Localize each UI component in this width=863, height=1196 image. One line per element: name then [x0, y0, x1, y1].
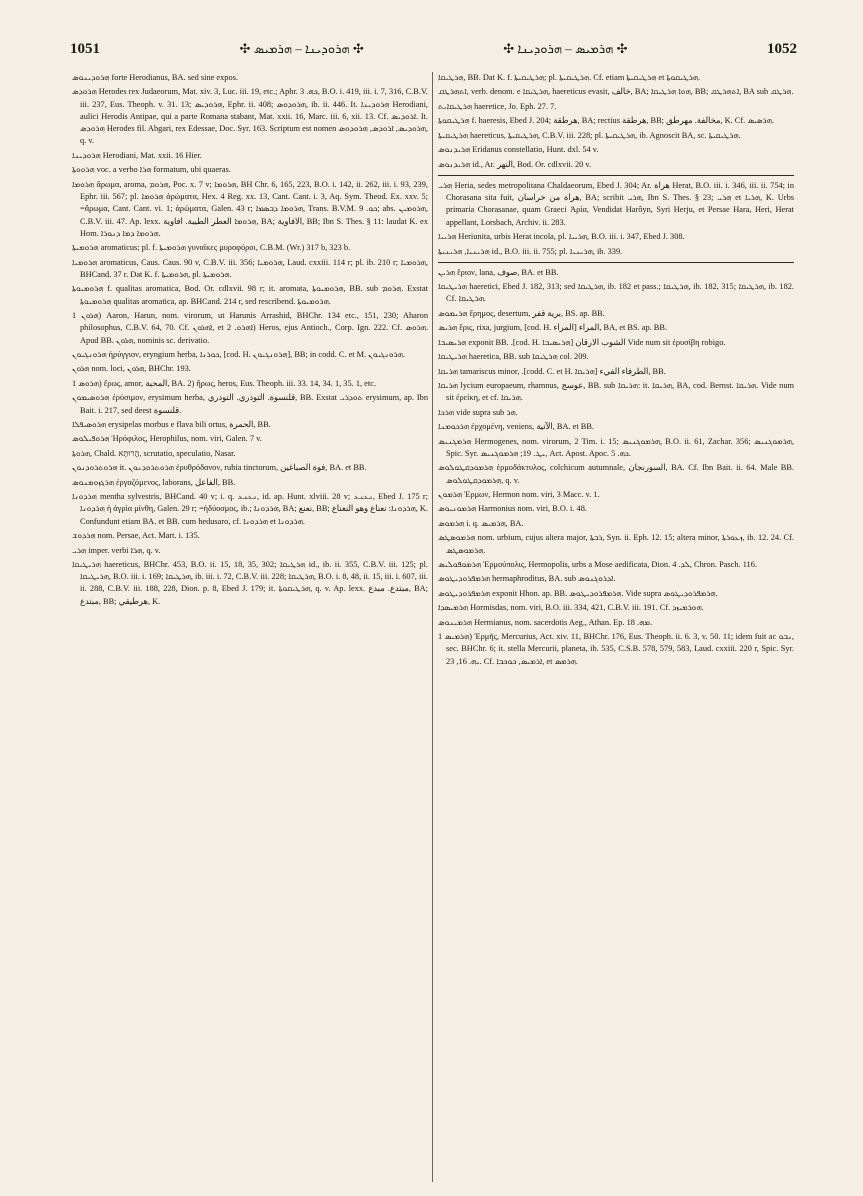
- dictionary-entry: ܗܪܘܣ 1) ἔρως, amor, المحبة, BA. 2) ἥρως, heros, Eus. Theoph. iii. 33. 14, 34. 1, 35. 1, etc.: [72, 378, 376, 388]
- dictionary-entry: ܗܪܘܬܪܘܕܢܘܢ it. ܗܪܘܬܪܘܕܢܘܢ ἐρυθρόδανον, rubia tinctorum, فوة الصباغين, BA. et BB.: [72, 463, 367, 473]
- right-page-number: 1052: [767, 40, 797, 57]
- dictionary-entry: ܗܪܝ Heria, sedes metropolitana Chaldaeorum, Ebed J. 304; Ar. هراة Herat, B.O. iii. i. 346, iii. ii. 754; in Chorasana sita fuit, هراة من خراسان, BA; scribit ܗܪܝ, Ibn S. Thes. § 23; ܗܪܝ et ܗܪܝܐ, K. Urbs primaria Chorasanae, quam Graeci Ἀρία, Vendidat Harôyn, Syri Herju, et Persae Hara, Heri, Herat appellant, Lorsbach, Archiv. ii. 283.: [438, 180, 794, 227]
- dictionary-entry: ܗܪܝܛܝܩܐ haereticus, BHChr. 453, B.O. ii. 15, 18, 35, 302; ܗܪܛܝܩܐ id., ib. ii. 355, C.B.V. iii. 125; pl. ܗܪܝܛܝܩܐ, B.O. iii. i. 169; ܗܪܛܝܩܐ, ib. iii. i. 72, C.B.V. iii. 228; ܗܪܛܝܩܐ, B.O. i. 8, 48, ii. 15, iii. i. 607, iii. ii. 288, C.B.V. iii. 188, 228, Dion. p. 8, Ebed J. 179; it. ܗܪܛܝܩܘܬܐ, q. v. Ap. lexx. مبتدع. مبدع, BA; مبتدع, BB; هرطيقي, K.: [72, 559, 428, 606]
- dictionary-entry: ܗܪܘܡܝܬܐ aromaticus; pl. f. ܗܪܘܡܝܬܐ γυναῖκες μυροφόροι, C.B.M. (Wr.) 317 b, 323 b.: [72, 243, 351, 253]
- dictionary-entry: ܗܪܘܡܝܐ aromaticus, Caus. Caus. 90 v, C.B.V. iii. 356; ܗܪܘܡܝܐ, Laud. cxxiii. 114 r; pl. ib. 210 r; ܗܪܘܡܝܐ, BHCand. 37 r. Dat K. f. ܗܪܘܡܝܬܐ, pl. ܗܪܘܡܝܬܐ.: [72, 257, 428, 279]
- left-column: [72, 72, 428, 610]
- dictionary-entry: ܗܪܝܩܐ lycium europaeum, rhamnus, عوسج, BB. sub ܗܪܝܩܐ: it. ܗܪܝܩܐ, BA, cod. Bernst. ܗܪܝܩܐ. Vide num sit ἐρείκη, et cf. ܗܪܝܩܐ.: [438, 381, 794, 403]
- dictionary-entry: ܗܪܟܘܡܢܐ ἐρχομένη, veniens, الآتية, BA. et BB.: [438, 422, 594, 432]
- dictionary-entry: ܗܪܝܣ ἔρις, rixa, jurgium, [cod. H. المراء] المراء, BA, et BS. ap. BB.: [438, 323, 668, 333]
- dictionary-entry: ܗܪܘܣܝܡܘܢ ἐρύσιμον, erysimum herba, قلنسوة. التوذري. التودري, BB. Exstat ܬܘܕܪܝ erysimum, ap. Ibn Bait. i. 217, sed deest قلنسوة.: [72, 393, 429, 415]
- section-rule: [438, 175, 794, 176]
- dictionary-entry: ܗܪܝܩܐ tamariscus minor, .[codd. C. et H. ܗܪܝܩܐ] الطرفاء الفيء, BB.: [438, 366, 666, 376]
- dictionary-entry: ܗܪܝܢܝܐ, ܗܪܝܢܝܬܐ id., B.O. iii. ii. 755; pl. ܗܪܝܢܝܐ, ib. 339.: [438, 246, 623, 256]
- section-rule: [438, 262, 794, 263]
- dictionary-entry: ܗܪܡܝܣ 1) Ἑρμῆς, Mercurius, Act. xiv. 11, BHChr. 176, Eus. Theoph. ii. 6. 3, v. 50. 11; idem fuit ac ܢܒܘ, sec. BHChr. 6; it. stella Mercurii, planeta, ib. 535, C.S.B. 578, 579, 583, Laud. cxxiii. 220 r, Spic. Syr. ܝܗ. 16, 23. Cf. ܐܪܡܝܣ, ܟܘܟܒܐ, et ܗܪܡܣ.: [438, 632, 794, 666]
- right-running-title: ✣ ܗܪܡܝܣ – ܗܪܘܕܝܢܐ ✣: [503, 41, 628, 56]
- right-column: [438, 72, 794, 670]
- dictionary-entry: ܗܪܛܝܩܘܬܐ f. haeresis, Ebed J. 204; هرطقة, BA; rectius هرطقة, BB; مخالفة. مهرطق, K. Cf. ܗܪܣܝܣ.: [438, 116, 774, 126]
- dictionary-entry: ܗܪܡܦܪܘܕܝܛܘܣ hermaphroditus, BA. sub ܐܕܪܘܓܢܘܣ.: [438, 574, 616, 584]
- dictionary-entry: ܗܪܝܕܢܘܣ Eridanus constellatio, Hunt. dxl. 54 v.: [438, 145, 599, 155]
- dictionary-entry: ܗܪܘܡܐ ἄρωμα, aroma, ܗܪܘܡ, Poc. x. 7 v; ܗܪܘܡܐ, BH Chr. 6, 165, 223, B.O. i. 142, ii. 262, iii. i. 93, 239, Ephr. iii. 567; pl. ܗܪܘܡܐ ἀρώματα, Hex. 4 Reg. xx. 13, Cant. Cant. i. 3, Aq. Sym. Theod. Ex. xxv. 5; =ἄρωμα, Cant. Cant. vi. 1; ἀρώματα, Galen. 43 r; ܗܪܘܡܐ ܕܒܣܡܐ, Trans. B.V.M. ܟܘ. 9; abs. ܗܪܘܡܝܢ, C.B.V. iii. 47. Ap. lexx. ܗܪܘܡܐ العطر الطيبة. افاوية, BA; الافاوية, BB; Ibn S. Thes. § 11: laudat K. ex Hom. ܗܪܘܡܐ ܕܡܐ ܕܢܘܪܐ.: [72, 179, 429, 238]
- dictionary-entry: ܗܪܘܢ 1) Aaron, Harun, nom. virorum, ut Harunis Arrashid, BHChr. 134 etc., 151, 230; Aharon philosophus, C.B.V. 64, 70. Cf. ܐܗܪܘܢ, et ܐܗܪܘ. 2) Heros, ejus Antioch., Corp. Ign. 222. Cf. ܗܪܘܣ. Apud BB. ܗܪܘܢ, nominis sc. derivatio.: [72, 311, 429, 345]
- dictionary-entry: ܗܪܡܘܢ Ἑρμων, Hermon nom. viri, 3 Macc. v. 1.: [438, 490, 600, 499]
- dictionary-entry: ܗܪܡܝܣܕܐ Hormisdas, nom. viri, B.O. iii. 334, 421, C.B.V. iii. 191. Cf. ܗܘܪܡܝܙܕ.: [438, 603, 704, 613]
- dictionary-entry: ܗܪܝܛܝܩܐ haeretici, Ebed J. 182, 313; sed ܗܪܛܝܩܐ, ib. 182 et pass.; ܗܪܛܝܩܐ, ib. 182, 315; ܗܪܛܝܩܐ, ib. 182. Cf. ܗܪܛܝܩܐ.: [438, 282, 794, 304]
- dictionary-entry: ܗܪܝܛܝܩܐ haeretica, BB. sub ܗܪܛܝܩܐ col. 209.: [438, 352, 589, 362]
- dictionary-entry: ܐܬܗܪܛܩ, verb. denom. e ܗܪܛܝܩܐ, haereticus evasit, خالف, BA; ܗܘܐ ܗܪܛܝܩܐ, BB; ܐܬܗܪܛܩ, BA sub ܗܪܛܩ.: [438, 87, 794, 97]
- dictionary-entry: ܗܪܘܬܐ, Chald. הֲרוּתָא, scrutatio, speculatio, Nasar.: [72, 448, 236, 458]
- dictionary-entry: ܗܪܡܦܪܘܕܝܛܘܣ exponit Hhon. ap. BB. ܗܪܡܦܪܘܕܝܛܘܣ. Vide supra ܗܪܡܦܪܘܕܝܛܘܣ.: [438, 588, 718, 598]
- dictionary-entry: ܗܪܘܕܝܢܘܣ forte Herodianus, BA. sed sine expos.: [72, 73, 238, 82]
- left-running-title: ✣ ܗܪܘܕܝܢܐ – ܗܪܡܝܣ ✣: [239, 41, 364, 56]
- dictionary-entry: ܗܪܛܝܩܐܝܬ haeretice, Jo. Eph. 27. 7.: [438, 101, 557, 111]
- dictionary-entry: ܗܪܝܣܝܒܐ exponit BB. .[cod. H. ܗܪܝܣܝܒܐ] الشوب الارقان Vide num sit ἐρυσίβη robigo.: [438, 337, 726, 347]
- dictionary-entry: ܗܪܘܣܝܦܠܐ erysipelas morbus e flava bili ortus, الحمرة, BB.: [72, 419, 271, 429]
- dictionary-entry: ܗܪܕܘܢܐ mentha sylvestris, BHCand. 40 v; i. q. ܢܥܢܥ, id. ap. Hunt. xlviii. 28 v; ܢܥܢܥ, Ebed J. 175 r; ܗܪܕܘܢܐ ἡ ἀγρία μίνθη, Galen. 29 r; =ἡδύοσμος, ib.; ܗܪܕܘܢܐ, BA; نعنع, BB; ܗܪܕܘܢܐ: نعناع وهو النعناع, K. Confundunt etiam BA. et BB. cum hedusaro, cf. ܗܪܕܘܢܐ et ܗܪܕܘܢܐ.: [72, 492, 428, 526]
- dictionary-entry: ܗܪܓܙܘܡܢܘܣ ἐργαζόμενος, laborans, الفاعل, BB.: [72, 477, 236, 487]
- dictionary-entry: ܗܪܕܘܫ nom. Persae, Act. Mart. i. 135.: [72, 531, 200, 541]
- dictionary-entry: ܗܪܘܦܝܠܘܣ Ἡρόφιλος, Herophilus, nom. viri, Galen. 7 v.: [72, 434, 262, 444]
- dictionary-entry: ܗܪܝܝܐ Heriunita, urbis Herat incola, pl. ܗܪܝܝܐ, B.O. iii. i. 347, Ebed J. 308.: [438, 232, 685, 242]
- dictionary-entry: ܗܪܡܘܕܩܛܘܠܘܣ ἑρμοδάκτυλος, colchicum autumnale, السورنجان, BA. Cf. Ibn Bait. ii. 64. Male BB. ܗܪܡܘܕܩܛܘܠܘܣ, q. v.: [438, 463, 794, 485]
- dictionary-entry: ܗܪܝ imper. verbi ܗܪܐ, q. v.: [72, 545, 161, 555]
- column-divider: [432, 72, 433, 1182]
- dictionary-entry: ܗܪܘܕܝܢܐ Herodiani, Mat. xxii. 16 Hier.: [72, 150, 202, 160]
- dictionary-entry: ܗܪܡܘܣ i. q. ܗܪܡܝܣ, BA.: [438, 518, 524, 528]
- dictionary-entry: ܗܪܡܓܢܝܣ Hermogenes, nom. virorum, 2 Tim. i. 15; ܗܪܡܘܓܢܝܣ, B.O. ii. 61, Zachar. 356; ܗܪܡܘܓܢܝܣ, Spic. Syr. ܝܛ. 19; ܗܪܡܘܓܢܝܣ, Act. Apost. Apoc. ܟܗ. 5.: [438, 436, 794, 458]
- page-header: [70, 36, 797, 62]
- dictionary-entry: ܗܪܘܕܣ Herodes rex Judaeorum, Mat. xiv. 3, Luc. iii. 19, etc.; Aphr. ܟܗ. 3, B.O. i. 419, iii. i. 7, 316, C.B.V. iii. 237, Eus. Theoph. v. 31. 13; ܗܪܘܕܝܣ, Ephr. ii. 408; ܗܪܘܕܘܣ, ib. ii. 446. It. ܗܪܘܕܝܢܐ Herodiani, aulici Herodis Antipae, qui a parte Romana stabant, Mat. xxii. 16, Marc. iii. 6, xii. 13. Cf. ܐܪܘܕܝܣ. It. ܗܪܘܕܣ Herodes fil. Abgari, rex Edessae, Doc. Syr. 163. Scriptum est nomen ܗܪܘܕܝܣ, ܐܪܘܕܣ, ܗܪܘܕܘܣ, q. v.: [72, 87, 429, 146]
- dictionary-entry: ܗܪܝܡܘܣ ἔρημος, desertum, برية قفر, BS. ap. BB.: [438, 308, 605, 318]
- left-page-number: 1051: [70, 40, 100, 57]
- dictionary-entry: ܗܪܡܘܦܘܠܝܣ Ἑρμούπολις, Hermopolis, urbs a Mose aedificata, Dion. ܠܕ. 4, Chron. Pasch. 116.: [438, 560, 757, 569]
- dictionary-entry: ܗܪܘܢܓܝܘܢ ἠρύγγιον, eryngium herba, ܟܘܪܢܐ, [cod. H. ܗܪܘܢܓܝܘܢ], BB; in codd. C. et M. ܗܪܘܢܓܝܘܢ.: [72, 349, 405, 359]
- dictionary-entry: ܗܪܘܘܬܐ voc. a verbo ܗܪܐ formatum, ubi quaeras.: [72, 165, 231, 175]
- dictionary-entry: ܗܪܝܕܢܘܣ id., Ar. النهر, Bod. Or. cdlxvii. 20 v.: [438, 159, 592, 169]
- dictionary-entry: ܗܪܡܘܣܛܣ nom. urbium, cujus altera major, ܪܒܬܐ, Syn. ii. Eph. 12. 15; altera minor, ܙܥܘܪܬܐ, ib. 12. 24. Cf. ܗܪܡܘܣܛܣ.: [438, 533, 794, 555]
- dictionary-entry: ܗܪܟܐ vide supra sub ܗܪ.: [438, 407, 518, 417]
- dictionary-entry: ܗܪܘܡܝܘܬܐ f. qualitas aromatica, Bod. Or. cdlxvii. 98 r; it. aromata, ܗܪܘܡܝܘܬܐ, BB. sub ܗܪܘܡ. Exstat ܗܪܘܡܝܘܬܐ qualitas aromatica, ap. BHCand. 214 r, sed rescribend. ܗܪܘܡܝܘܬܐ.: [72, 284, 429, 306]
- dictionary-entry: ܗܪܘܢ nom. loci, ܗܪܘܢ, BHChr. 193.: [72, 364, 191, 374]
- dictionary-entry: ܗܪܡܘܢܝܘܣ Harmonius nom. viri, B.O. i. 48.: [438, 504, 587, 514]
- dictionary-entry: ܗܪܛܝܩܝܬܐ haereticus, ܗܪܛܝܩܝܬܐ, C.B.V. iii. 228; pl. ܗܪܛܝܩܝܬܐ, ib. Agnoscit BA, sc. ܗܪܛܝܩܝܬܐ.: [438, 130, 741, 140]
- dictionary-entry: ܗܪܝܢ ἔριον, lana, صوف, BA. et BB.: [438, 267, 559, 277]
- dictionary-entry: ܗܪܡܝܢܘܣ Hermianus, nom. sacerdotis Aeg., Athan. Ep. ܡܗ. 18.: [438, 617, 653, 627]
- dictionary-entry: ܗܪܛܝܩܐ, BB. Dat K. f. ܗܪܛܝܩܝܬܐ; pl. ܗܪܛܝܩܝܬܐ. Cf. etiam ܗܪܛܝܩܝܬܐ et ܗܪܛܝܩܘܬܐ.: [438, 73, 701, 82]
